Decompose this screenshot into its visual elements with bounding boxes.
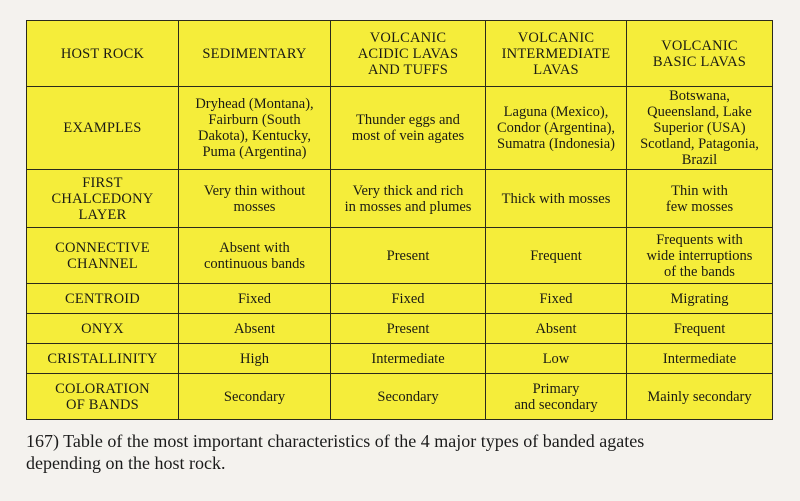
agate-characteristics-table <box>26 20 773 420</box>
table-cell: Primary and secondary <box>486 374 627 420</box>
row-label-connective-channel: CONNECTIVE CHANNEL <box>27 228 179 284</box>
table-cell: Fixed <box>331 284 486 314</box>
row-label-examples: EXAMPLES <box>27 87 179 170</box>
table-cell: Thin with few mosses <box>627 170 773 228</box>
header-volcanic-acidic: VOLCANIC ACIDIC LAVAS AND TUFFS <box>331 21 486 87</box>
table-cell: Secondary <box>331 374 486 420</box>
table-cell: Thick with mosses <box>486 170 627 228</box>
table-cell: Mainly secondary <box>627 374 773 420</box>
header-host-rock: HOST ROCK <box>27 21 179 87</box>
row-label-coloration-of-bands: COLORATION OF BANDS <box>27 374 179 420</box>
table-cell: Frequent <box>486 228 627 284</box>
table-cell: Frequent <box>627 314 773 344</box>
table-row <box>27 284 773 314</box>
row-label-onyx: ONYX <box>27 314 179 344</box>
table-cell: Absent with continuous bands <box>179 228 331 284</box>
table-cell: Fixed <box>486 284 627 314</box>
table-row <box>27 314 773 344</box>
header-volcanic-intermediate: VOLCANIC INTERMEDIATE LAVAS <box>486 21 627 87</box>
table-cell: Migrating <box>627 284 773 314</box>
table-cell: Intermediate <box>331 344 486 374</box>
table-cell: Absent <box>486 314 627 344</box>
table-cell: Thunder eggs and most of vein agates <box>331 87 486 170</box>
table-cell: Absent <box>179 314 331 344</box>
table-cell: Botswana, Queensland, Lake Superior (USA) Scotland, Patagonia, Brazil <box>627 87 773 170</box>
table-cell: Very thin without mosses <box>179 170 331 228</box>
header-volcanic-basic: VOLCANIC BASIC LAVAS <box>627 21 773 87</box>
table-cell: Present <box>331 228 486 284</box>
header-sedimentary: SEDIMENTARY <box>179 21 331 87</box>
table-cell: Intermediate <box>627 344 773 374</box>
table-row <box>27 87 773 170</box>
table-cell: Low <box>486 344 627 374</box>
table-cell: Present <box>331 314 486 344</box>
figure-caption: 167) Table of the most important characteristics of the 4 major types of banded agates depending on the host rock. <box>26 431 645 473</box>
table-cell: Dryhead (Montana), Fairburn (South Dakota), Kentucky, Puma (Argentina) <box>179 87 331 170</box>
table-row <box>27 344 773 374</box>
table-cell: High <box>179 344 331 374</box>
row-label-cristallinity: CRISTALLINITY <box>27 344 179 374</box>
row-label-first-chalcedony-layer: FIRST CHALCEDONY LAYER <box>27 170 179 228</box>
row-label-centroid: CENTROID <box>27 284 179 314</box>
table-cell: Secondary <box>179 374 331 420</box>
table-row <box>27 374 773 420</box>
table-header-row <box>27 21 773 87</box>
table-cell: Laguna (Mexico), Condor (Argentina), Sumatra (Indonesia) <box>486 87 627 170</box>
table-row <box>27 170 773 228</box>
table-cell: Fixed <box>179 284 331 314</box>
table-row <box>27 228 773 284</box>
table-cell: Frequents with wide interruptions of the bands <box>627 228 773 284</box>
table-cell: Very thick and rich in mosses and plumes <box>331 170 486 228</box>
